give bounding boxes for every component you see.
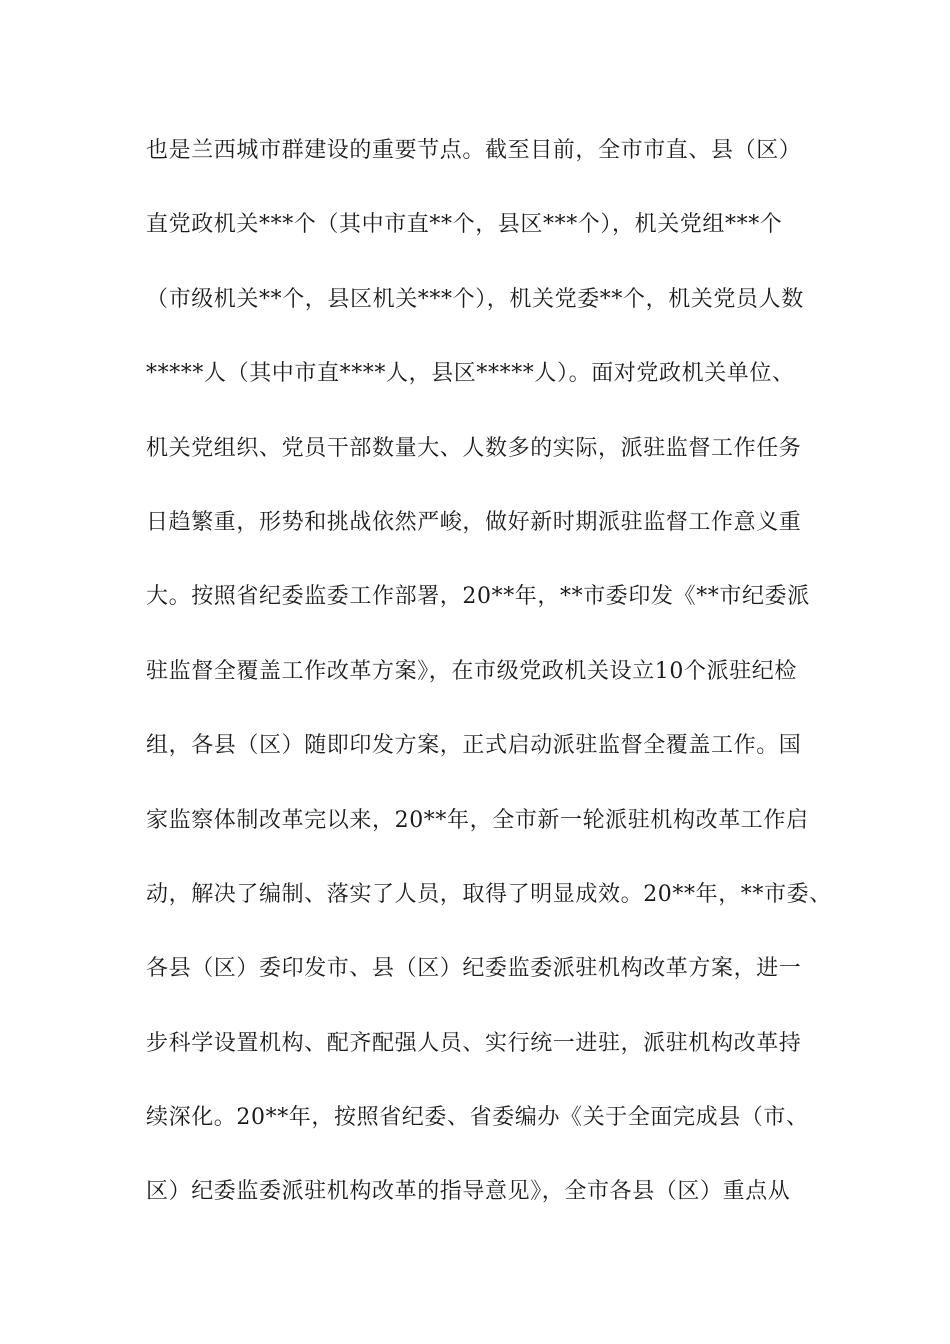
text-line: 机关党组织、党员干部数量大、人数多的实际，派驻监督工作任务 xyxy=(146,435,802,461)
body-paragraph xyxy=(146,135,832,1251)
text-line: 家监察体制改革完以来，20**年，全市新一轮派驻机构改革工作启 xyxy=(146,807,809,833)
text-line: 大。按照省纪委监委工作部署，20**年，**市委印发《**市纪委派 xyxy=(146,584,810,610)
text-line: 各县（区）委印发市、县（区）纪委监委派驻机构改革方案，进一 xyxy=(146,956,802,982)
text-line: （市级机关**个，县区机关***个），机关党委**个，机关党员人数 xyxy=(146,286,804,312)
text-line: 日趋繁重，形势和挑战依然严峻，做好新时期派驻监督工作意义重 xyxy=(146,509,802,535)
text-line: 动，解决了编制、落实了人员，取得了明显成效。20**年，**市委、 xyxy=(146,881,832,907)
text-line: 步科学设置机构、配齐配强人员、实行统一进驻，派驻机构改革持 xyxy=(146,1030,802,1056)
text-line: 也是兰西城市群建设的重要节点。截至目前，全市市直、县（区） xyxy=(146,138,802,163)
text-line: 组，各县（区）随即印发方案，正式启动派驻监督全覆盖工作。国 xyxy=(146,733,802,759)
text-line: 驻监督全覆盖工作改革方案》，在市级党政机关设立10个派驻纪检 xyxy=(146,658,797,684)
text-line: 续深化。20**年，按照省纪委、省委编办《关于全面完成县（市、 xyxy=(146,1105,809,1131)
text-line: *****人（其中市直****人，县区*****人）。面对党政机关单位、 xyxy=(146,361,795,387)
text-line: 区）纪委监委派驻机构改革的指导意见》，全市各县（区）重点从 xyxy=(146,1179,791,1205)
text-line: 直党政机关***个（其中市直**个，县区***个），机关党组***个 xyxy=(146,212,783,238)
